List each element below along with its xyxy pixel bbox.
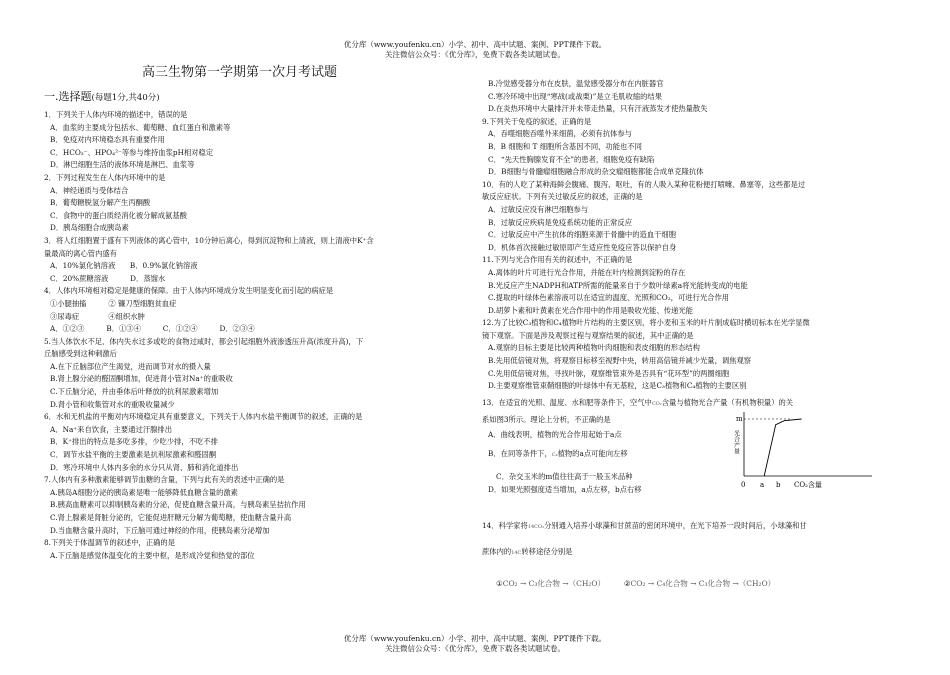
left-line: A.胰岛A细胞分泌的胰岛素是唯一能够降低血糖含量的激素 [50,487,238,497]
q14-text-c: 蔗体内的 [482,547,512,556]
q13-text-b: 含量与植物光合产量（有机物积量）的关 [661,397,794,407]
left-line: D.当血糖含量升高时，下丘脑可通过神经的作用，使胰岛素分泌增加 [50,525,270,535]
right-question-list [482,78,912,393]
path2-number: ② [623,578,631,588]
right-line: B.冷觉感受器分布在皮肤，温觉感受器分布在内脏器官 [488,79,664,88]
q14-14co2: 14CO₂ [527,524,545,531]
right-line: C.先用低倍镜对焦，寻找叶脉，观察维管束外是否具有“花环型”的两圈细胞 [488,368,730,378]
left-line: 量最高的离心管内盛有 [44,248,117,258]
left-line: 1．下列关于人体内环境的描述中，错误的是 [44,110,188,119]
left-line: C.下丘脑分泌，并由垂体后叶释放的抗利尿激素增加 [50,387,219,397]
left-line: B．葡萄糖脱氢分解产生丙酮酸 [50,198,151,208]
left-line: C.肾上腺素是肾脏分泌的，它能促进肝糖元分解为葡萄糖，使血糖含量升高 [50,513,292,522]
left-line: 6．水和无机盐的平衡对内环境稳定具有重要意义，下列关于人体内水盐平衡调节的叙述，正确的是 [44,412,363,422]
left-line: A．10%氯化钠溶液 B．0.9%氯化钠溶液 [50,261,198,271]
q13-option-c: C．杂交玉米的m值往往高于一般玉米品种 [496,472,633,482]
right-line: 12.为了比较C₃植物和C₄植物叶片结构的主要区别，将小麦和玉米的叶片制成临时横切标本在光学显微 [482,318,810,328]
left-line: A．①②③ B．①③④ C．①②④ D．②③④ [50,324,255,334]
q14-line-2 [482,546,912,560]
path1-number: ① [496,578,503,588]
left-line: 3．将人红细胞置于盛有下列液体的离心管中，10分钟后离心，得到沉淀物和上清液，则上清液中K⁺含 [44,235,374,245]
right-line: 敏反应症状。下列有关过敏反应的叙述，正确的是 [482,192,643,202]
right-line: C．过敏反应中产生抗体的细胞来源于骨髓中的造血干细胞 [488,230,677,240]
chart-tick-a: a [760,481,765,489]
right-line: C.提取的叶绿体色素溶液可以在适宜的温度、光照和CO₂，可进行光合作用 [488,293,730,303]
q14-paths [482,578,912,591]
chart-xlabel: CO₂含量 [794,481,822,489]
page-header [0,40,950,60]
chart-curve [764,419,801,476]
left-line: 8.下列关于体温调节的叙述中，正确的是 [44,538,176,548]
footer-line-1: 优分库（www.youfenku.cn）小学、初中、高中试题、案例、PPT课件下载。 [343,634,607,643]
right-line: A.离体的叶片可进行光合作用，并能在叶内检测到淀粉的存在 [488,267,686,277]
q14-text-b: 分别通入培养小球藻和甘蔗苗的密闭环境中，在光下培养一段时间后，小球藻和甘 [544,521,807,531]
q13-option-a: A．曲线表明，植物的光合作用起始于a点 [488,430,622,440]
left-line: A．血浆的主要成分包括水、葡萄糖、血红蛋白和激素等 [50,122,231,132]
right-line: A.观察的目标主要是比较两种植物叶肉细胞和表皮细胞的形态结构 [488,343,700,353]
q14-text-d: 转移途径分别是 [521,547,573,556]
left-line: A.在下丘脑部位产生渴觉，进而调节对水的摄入量 [50,361,211,371]
left-column [44,64,464,562]
right-line: B．B 细胞和 T 细胞所含基因不同，功能也不同 [488,141,642,151]
right-line: C.寒冷环境中出现“寒战(或战栗)”是立毛肌收缩的结果 [488,91,663,101]
exam-title: 高三生物第一学期第一次月考试题 [142,65,338,80]
left-line: D．淋巴细胞生活的液体环境是淋巴、血浆等 [50,160,195,170]
chart-tick-b: b [776,481,781,489]
q13-option-b-text2: 植物的a点可能向左移 [557,448,628,458]
left-line: 5.当人体饮水不足、体内失水过多或吃的食物过咸时，都会引起细胞外液渗透压升高(浓度升高)，下 [44,336,364,346]
path1-equation: CO₂ → C₃化合物 →（CH₂O） [502,578,606,588]
section-heading [44,88,464,107]
co2-photosynthesis-chart [732,410,882,490]
q14-line-1 [482,520,912,534]
right-line: A．吞噬细胞吞噬外来细菌，必须有抗体参与 [488,129,632,139]
right-line: A．过敏反应没有淋巴细胞参与 [488,204,589,214]
left-line: C．20%蔗糖溶液 D．蒸馏水 [50,273,166,283]
right-line: D．B细胞与骨髓瘤细胞融合形成的杂交瘤细胞都能合成单克隆抗体 [488,167,704,177]
left-line: B.肾上腺分泌的醛固酮增加，促进肾小管对Na⁺的重吸收 [50,374,233,384]
q13-option-d: D．如果光照强度适当增加，a点左移，b点右移 [488,484,642,494]
right-line: 镜下观察。下面是涉及观察过程与观察结果的叙述，其中正确的是 [482,330,694,340]
left-line: B.胰高血糖素可以抑制胰岛素的分泌，促使血糖含量升高，与胰岛素呈拮抗作用 [50,500,306,510]
q13-option-b-text: B．在同等条件下， [488,448,552,458]
left-line: A.下丘脑是感觉体温变化的主要中枢，是形成冷觉和热觉的部位 [50,550,255,560]
left-line: C．食物中的蛋白质经消化被分解成氨基酸 [50,210,187,220]
left-line: A．神经递质与受体结合 [50,185,129,195]
right-line: 11.下列与光合作用有关的叙述中，不正确的是 [482,255,633,265]
left-line: A．Na⁺来自饮食，主要通过汗腺排出 [50,424,173,434]
page-footer [0,634,950,654]
right-line: D.主要观察维管束鞘细胞的叶绿体中有无基粒，这是C₃植物和C₄植物的主要区别 [488,381,747,391]
q14-14c: 14C [511,550,522,556]
chart-y-marker: m [736,415,743,423]
right-line: D.胡萝卜素和叶黄素在光合作用中的作用是吸收光能、传递光能 [488,305,693,315]
left-line: D．胰岛细胞合成胰岛素 [50,223,129,233]
header-line-2: 关注微信公众号：《优分库》，免费下载各类试题试卷。 [385,50,565,59]
left-line: 7.人体内有多种激素能够调节血糖的含量，下列与此有关的表述中正确的是 [44,475,285,485]
right-line: C．“先天性胸腺发育不全”的患者，细胞免疫有缺陷 [488,154,655,164]
chart-svg [732,410,882,490]
footer-line-2: 关注微信公众号：《优分库》，免费下载各类试题试卷。 [385,644,565,653]
q13-line-1 [482,397,912,411]
left-line: B．免疫对内环境稳态具有重要作用 [50,135,165,145]
right-line: D.在炎热环境中大量排汗并未带走热量，只有汗液蒸发才使热量散失 [488,104,708,114]
left-line: ③尿毒症 ④组织水肿 [50,311,145,321]
left-line: D.肾小管和收集管对水的重吸收量减少 [50,399,175,409]
left-line: C．调节水盐平衡的主要激素是抗利尿激素和醛固酮 [50,450,217,460]
left-line: B．K⁺排出的特点是多吃多排，少吃少排，不吃不排 [50,437,218,447]
chart-ylabel: 光合产量 [732,430,740,454]
right-line: D．机体首次接触过敏原即产生适应性免疫应答以保护自身 [488,242,677,252]
right-line: B.先用低倍镜对焦，将观察目标移至视野中央，转用高倍镜并减少光量，调焦观察 [488,356,752,366]
left-line: 4．人体内环境相对稳定是健康的保障。由于人体内环境成分发生明显变化而引起的病症是 [44,286,334,296]
q14-text-a: 14．科学家将 [482,521,528,531]
left-question-list [44,109,464,562]
chart-tick-0: 0 [741,481,746,489]
path2-equation: CO₂ → C₄化合物 → C₃化合物 →（CH₂O） [630,578,776,588]
section-title: 一.选择题 [44,90,92,103]
left-line: 丘脑感受到这种刺激后 [44,349,117,359]
header-line-1: 优分库（www.youfenku.cn）小学、初中、高中试题、案例、PPT课件下载。 [343,40,607,49]
left-line: ①小腿抽搐 ② 镰刀型细胞贫血症 [50,298,177,308]
right-line: B．过敏反应疾病是免疫系统功能的正常反应 [488,217,633,227]
q13-text-a: 13．在适宜的光照、温度、水和肥等条件下，空气中 [482,397,652,407]
right-line: B.光反应产生NADPH和ATP所需的能量来自于少数叶绿素a将光能转变成的电能 [488,280,748,290]
left-line: D．寒冷环境中人体内多余的水分只从肾、肺和消化道排出 [50,462,239,472]
q13-co2-sub: CO₂ [651,400,662,407]
q13-line-2: 系如图3所示。理论上分析，不正确的是 [482,415,611,425]
right-line: 10．有的人吃了某种海鲜会腹痛、腹泻、呕吐，有的人吸入某种花粉便打喷嚏、鼻塞等，这些都是过 [482,179,806,189]
left-line: C．HCO₃⁻、HPO₄²⁻等参与维持血浆pH相对稳定 [50,147,214,157]
section-note: (每题1分,共40分) [91,93,160,103]
right-line: 9.下列关于免疫的叙述，正确的是 [482,116,592,126]
q13-c4-sub: C₄ [551,451,558,458]
right-column [482,78,912,590]
left-line: 2．下列过程发生在人体内环境中的是 [44,172,166,182]
